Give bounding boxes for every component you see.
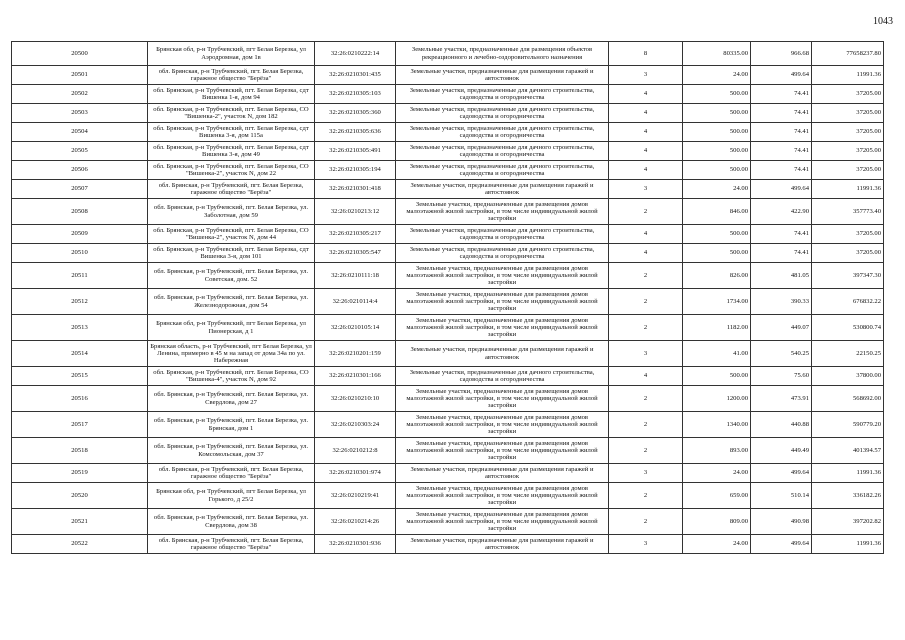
table-row <box>12 367 884 386</box>
land-use-cell: Земельные участки, предназначенные для размещения домов малоэтажной жилой застройки, в том числе индивидуальной жилой застройки <box>396 412 609 438</box>
address-cell: обл. Брянская, р-н Трубчевский, пгт. Белая Березка, ул. Свердлова, дом 38 <box>148 509 315 535</box>
cadastral-value-cell: 357773.40 <box>812 199 884 225</box>
row-number: 20506 <box>12 161 148 180</box>
cadastral-value-cell: 37205.00 <box>812 142 884 161</box>
specific-value-cell: 74.41 <box>751 225 812 244</box>
category-cell: 8 <box>609 42 683 66</box>
category-cell: 4 <box>609 85 683 104</box>
category-cell: 4 <box>609 104 683 123</box>
row-number: 20519 <box>12 464 148 483</box>
cadastral-value-cell: 397202.82 <box>812 509 884 535</box>
category-cell: 4 <box>609 367 683 386</box>
land-use-cell: Земельные участки, предназначенные для размещения домов малоэтажной жилой застройки, в том числе индивидуальной жилой застройки <box>396 315 609 341</box>
land-use-cell: Земельные участки, предназначенные для дачного строительства, садоводства и огородничества <box>396 142 609 161</box>
land-use-cell: Земельные участки, предназначенные для дачного строительства, садоводства и огородничества <box>396 225 609 244</box>
row-number: 20510 <box>12 244 148 263</box>
address-cell: обл. Брянская, р-н Трубчевский, пгт. Белая Березка, ул. Брянская, дом 1 <box>148 412 315 438</box>
category-cell: 4 <box>609 123 683 142</box>
address-cell: обл. Брянская, р-н Трубчевский, пгт. Белая Березка, сдт Вишенка 3-я, дом 115а <box>148 123 315 142</box>
specific-value-cell: 74.41 <box>751 85 812 104</box>
cadastral-number-cell: 32:26:0210303:24 <box>315 412 396 438</box>
area-cell: 659.00 <box>683 483 751 509</box>
cadastral-value-cell: 37205.00 <box>812 104 884 123</box>
specific-value-cell: 449.07 <box>751 315 812 341</box>
specific-value-cell: 499.64 <box>751 535 812 554</box>
area-cell: 826.00 <box>683 263 751 289</box>
cadastral-number-cell: 32:26:0210301:166 <box>315 367 396 386</box>
area-cell: 1734.00 <box>683 289 751 315</box>
address-cell: Брянская область, р-н Трубчевский, пгт Белая Березка, ул Ленина, примерно в 45 м на запад от дома 34а по ул. Набережная <box>148 341 315 367</box>
specific-value-cell: 499.64 <box>751 180 812 199</box>
row-number: 20520 <box>12 483 148 509</box>
cadastral-value-cell: 11991.36 <box>812 66 884 85</box>
specific-value-cell: 74.41 <box>751 104 812 123</box>
cadastral-number-cell: 32:26:0210222:14 <box>315 42 396 66</box>
row-number: 20516 <box>12 386 148 412</box>
table-row <box>12 225 884 244</box>
category-cell: 2 <box>609 509 683 535</box>
table-row <box>12 104 884 123</box>
cadastral-value-cell: 37800.00 <box>812 367 884 386</box>
land-use-cell: Земельные участки, предназначенные для размещения гаражей и автостоянок <box>396 180 609 199</box>
area-cell: 846.00 <box>683 199 751 225</box>
specific-value-cell: 390.33 <box>751 289 812 315</box>
cadastral-value-cell: 37205.00 <box>812 161 884 180</box>
cadastral-value-cell: 397347.30 <box>812 263 884 289</box>
cadastral-value-cell: 336182.26 <box>812 483 884 509</box>
row-number: 20503 <box>12 104 148 123</box>
land-use-cell: Земельные участки, предназначенные для дачного строительства, садоводства и огородничества <box>396 244 609 263</box>
cadastral-value-cell: 11991.36 <box>812 535 884 554</box>
specific-value-cell: 74.41 <box>751 161 812 180</box>
land-use-cell: Земельные участки, предназначенные для размещения объектов рекреационного и лечебно-оздоровительного назначения <box>396 42 609 66</box>
category-cell: 2 <box>609 263 683 289</box>
cadastral-value-cell: 37205.00 <box>812 85 884 104</box>
land-use-cell: Земельные участки, предназначенные для размещения домов малоэтажной жилой застройки, в том числе индивидуальной жилой застройки <box>396 438 609 464</box>
category-cell: 3 <box>609 66 683 85</box>
category-cell: 2 <box>609 289 683 315</box>
cadastral-number-cell: 32:26:0210305:194 <box>315 161 396 180</box>
category-cell: 3 <box>609 180 683 199</box>
table-row <box>12 341 884 367</box>
area-cell: 500.00 <box>683 142 751 161</box>
cadastral-value-cell: 11991.36 <box>812 180 884 199</box>
table-body <box>12 42 884 554</box>
area-cell: 500.00 <box>683 225 751 244</box>
table-row <box>12 386 884 412</box>
address-cell: обл. Брянская, р-н Трубчевский, пгт. Белая Березка, ул. Железнодорожная, дом 54 <box>148 289 315 315</box>
cadastral-number-cell: 32:26:0210301:936 <box>315 535 396 554</box>
land-use-cell: Земельные участки, предназначенные для размещения домов малоэтажной жилой застройки, в том числе индивидуальной жилой застройки <box>396 289 609 315</box>
table-row <box>12 438 884 464</box>
area-cell: 24.00 <box>683 464 751 483</box>
row-number: 20513 <box>12 315 148 341</box>
row-number: 20507 <box>12 180 148 199</box>
row-number: 20500 <box>12 42 148 66</box>
address-cell: обл. Брянская, р-н Трубчевский, пгт. Белая Березка, сдт Вишенка 1-я, дом 94 <box>148 85 315 104</box>
category-cell: 4 <box>609 244 683 263</box>
land-use-cell: Земельные участки, предназначенные для дачного строительства, садоводства и огородничества <box>396 161 609 180</box>
specific-value-cell: 510.14 <box>751 483 812 509</box>
cadastral-number-cell: 32:26:0210305:636 <box>315 123 396 142</box>
cadastral-number-cell: 32:26:0210214:26 <box>315 509 396 535</box>
table-row <box>12 464 884 483</box>
address-cell: обл. Брянская, р-н Трубчевский, пгт. Белая Березка, СО "Вишенка-2", участок N, дом 182 <box>148 104 315 123</box>
land-use-cell: Земельные участки, предназначенные для дачного строительства, садоводства и огородничества <box>396 367 609 386</box>
cadastral-number-cell: 32:26:0210213:12 <box>315 199 396 225</box>
cadastral-value-cell: 11991.36 <box>812 464 884 483</box>
table-row <box>12 263 884 289</box>
address-cell: обл. Брянская, р-н Трубчевский, пгт. Белая Березка, ул. Свердлова, дом 27 <box>148 386 315 412</box>
area-cell: 1182.00 <box>683 315 751 341</box>
specific-value-cell: 499.64 <box>751 464 812 483</box>
area-cell: 1340.00 <box>683 412 751 438</box>
category-cell: 4 <box>609 225 683 244</box>
cadastral-number-cell: 32:26:0210105:14 <box>315 315 396 341</box>
cadastral-value-cell: 530800.74 <box>812 315 884 341</box>
row-number: 20522 <box>12 535 148 554</box>
specific-value-cell: 440.88 <box>751 412 812 438</box>
cadastral-value-cell: 568692.00 <box>812 386 884 412</box>
category-cell: 2 <box>609 438 683 464</box>
address-cell: обл. Брянская, р-н Трубчевский, пгт. Белая Березка, гаражное общество "Берёза" <box>148 180 315 199</box>
cadastral-number-cell: 32:26:0210301:435 <box>315 66 396 85</box>
address-cell: обл. Брянская, р-н Трубчевский, пгт. Белая Березка, гаражное общество "Берёза" <box>148 535 315 554</box>
table-row <box>12 535 884 554</box>
cadastral-value-cell: 37205.00 <box>812 123 884 142</box>
specific-value-cell: 449.49 <box>751 438 812 464</box>
area-cell: 80335.00 <box>683 42 751 66</box>
category-cell: 3 <box>609 535 683 554</box>
table-row <box>12 412 884 438</box>
category-cell: 2 <box>609 412 683 438</box>
row-number: 20502 <box>12 85 148 104</box>
area-cell: 500.00 <box>683 104 751 123</box>
area-cell: 41.00 <box>683 341 751 367</box>
land-use-cell: Земельные участки, предназначенные для размещения гаражей и автостоянок <box>396 464 609 483</box>
row-number: 20509 <box>12 225 148 244</box>
address-cell: Брянская обл, р-н Трубчевский, пгт Белая Березка, ул Аэродромная, дом 1в <box>148 42 315 66</box>
area-cell: 24.00 <box>683 66 751 85</box>
table-row <box>12 244 884 263</box>
specific-value-cell: 481.05 <box>751 263 812 289</box>
specific-value-cell: 473.91 <box>751 386 812 412</box>
table-row <box>12 199 884 225</box>
category-cell: 2 <box>609 483 683 509</box>
row-number: 20512 <box>12 289 148 315</box>
address-cell: Брянская обл, р-н Трубчевский, пгт Белая Березка, ул Горького, д 25/2 <box>148 483 315 509</box>
land-use-cell: Земельные участки, предназначенные для размещения домов малоэтажной жилой застройки, в том числе индивидуальной жилой застройки <box>396 483 609 509</box>
row-number: 20511 <box>12 263 148 289</box>
table-row <box>12 85 884 104</box>
specific-value-cell: 422.90 <box>751 199 812 225</box>
specific-value-cell: 540.25 <box>751 341 812 367</box>
category-cell: 4 <box>609 161 683 180</box>
area-cell: 1200.00 <box>683 386 751 412</box>
row-number: 20505 <box>12 142 148 161</box>
row-number: 20508 <box>12 199 148 225</box>
cadastral-value-cell: 590779.20 <box>812 412 884 438</box>
specific-value-cell: 74.41 <box>751 142 812 161</box>
land-use-cell: Земельные участки, предназначенные для размещения домов малоэтажной жилой застройки, в том числе индивидуальной жилой застройки <box>396 509 609 535</box>
category-cell: 2 <box>609 386 683 412</box>
row-number: 20518 <box>12 438 148 464</box>
area-cell: 24.00 <box>683 535 751 554</box>
cadastral-number-cell: 32:26:0210305:217 <box>315 225 396 244</box>
specific-value-cell: 966.68 <box>751 42 812 66</box>
area-cell: 24.00 <box>683 180 751 199</box>
row-number: 20517 <box>12 412 148 438</box>
table-row <box>12 42 884 66</box>
address-cell: обл. Брянская, р-н Трубчевский, пгт. Белая Березка, СО "Вишенка-4", участок N, дом 92 <box>148 367 315 386</box>
table-row <box>12 123 884 142</box>
table-row <box>12 315 884 341</box>
page-number: 1043 <box>873 16 893 27</box>
cadastral-value-cell: 37205.00 <box>812 244 884 263</box>
row-number: 20515 <box>12 367 148 386</box>
address-cell: обл. Брянская, р-н Трубчевский, пгт. Белая Березка, ул. Комсомольская, дом 37 <box>148 438 315 464</box>
specific-value-cell: 490.98 <box>751 509 812 535</box>
cadastral-number-cell: 32:26:0210301:974 <box>315 464 396 483</box>
land-use-cell: Земельные участки, предназначенные для размещения гаражей и автостоянок <box>396 341 609 367</box>
row-number: 20501 <box>12 66 148 85</box>
land-use-cell: Земельные участки, предназначенные для размещения домов малоэтажной жилой застройки, в том числе индивидуальной жилой застройки <box>396 263 609 289</box>
cadastral-number-cell: 32:26:0210305:547 <box>315 244 396 263</box>
cadastral-value-cell: 22150.25 <box>812 341 884 367</box>
land-use-cell: Земельные участки, предназначенные для размещения домов малоэтажной жилой застройки, в том числе индивидуальной жилой застройки <box>396 199 609 225</box>
address-cell: обл. Брянская, р-н Трубчевский, пгт. Белая Березка, ул. Советская, дом. 52 <box>148 263 315 289</box>
table-row <box>12 483 884 509</box>
cadastral-value-cell: 401394.57 <box>812 438 884 464</box>
address-cell: Брянская обл, р-н Трубчевский, пгт Белая Березка, ул Пионерская, д 1 <box>148 315 315 341</box>
address-cell: обл. Брянская, р-н Трубчевский, пгт. Белая Березка, сдт Вишенка 3-я, дом 101 <box>148 244 315 263</box>
cadastral-number-cell: 32:26:0210212:8 <box>315 438 396 464</box>
cadastral-value-cell: 676832.22 <box>812 289 884 315</box>
cadastral-number-cell: 32:26:0210305:491 <box>315 142 396 161</box>
land-use-cell: Земельные участки, предназначенные для дачного строительства, садоводства и огородничества <box>396 85 609 104</box>
row-number: 20521 <box>12 509 148 535</box>
address-cell: обл. Брянская, р-н Трубчевский, пгт. Белая Березка, СО "Вишенка-2", участок N, дом 44 <box>148 225 315 244</box>
address-cell: обл. Брянская, р-н Трубчевский, пгт. Белая Березка, гаражное общество "Берёза" <box>148 66 315 85</box>
table-row <box>12 289 884 315</box>
area-cell: 809.00 <box>683 509 751 535</box>
area-cell: 893.00 <box>683 438 751 464</box>
cadastral-number-cell: 32:26:0210301:418 <box>315 180 396 199</box>
area-cell: 500.00 <box>683 123 751 142</box>
area-cell: 500.00 <box>683 244 751 263</box>
cadastral-value-table <box>11 41 884 554</box>
category-cell: 3 <box>609 464 683 483</box>
cadastral-number-cell: 32:26:0210111:18 <box>315 263 396 289</box>
cadastral-number-cell: 32:26:0210305:360 <box>315 104 396 123</box>
table-row <box>12 161 884 180</box>
specific-value-cell: 74.41 <box>751 123 812 142</box>
cadastral-number-cell: 32:26:0210114:4 <box>315 289 396 315</box>
row-number: 20514 <box>12 341 148 367</box>
row-number: 20504 <box>12 123 148 142</box>
address-cell: обл. Брянская, р-н Трубчевский, пгт. Белая Березка, гаражное общество "Берёза" <box>148 464 315 483</box>
category-cell: 2 <box>609 199 683 225</box>
address-cell: обл. Брянская, р-н Трубчевский, пгт. Белая Березка, ул. Заболотная, дом 59 <box>148 199 315 225</box>
land-use-cell: Земельные участки, предназначенные для размещения гаражей и автостоянок <box>396 535 609 554</box>
category-cell: 3 <box>609 341 683 367</box>
table-row <box>12 66 884 85</box>
cadastral-number-cell: 32:26:0210305:103 <box>315 85 396 104</box>
specific-value-cell: 499.64 <box>751 66 812 85</box>
specific-value-cell: 74.41 <box>751 244 812 263</box>
cadastral-value-cell: 37205.00 <box>812 225 884 244</box>
cadastral-number-cell: 32:26:0210210:10 <box>315 386 396 412</box>
area-cell: 500.00 <box>683 161 751 180</box>
cadastral-number-cell: 32:26:0210201:159 <box>315 341 396 367</box>
table-row <box>12 180 884 199</box>
land-use-cell: Земельные участки, предназначенные для размещения гаражей и автостоянок <box>396 66 609 85</box>
area-cell: 500.00 <box>683 367 751 386</box>
category-cell: 2 <box>609 315 683 341</box>
address-cell: обл. Брянская, р-н Трубчевский, пгт. Белая Березка, сдт Вишенка 3-я, дом 49 <box>148 142 315 161</box>
area-cell: 500.00 <box>683 85 751 104</box>
category-cell: 4 <box>609 142 683 161</box>
table-row <box>12 142 884 161</box>
address-cell: обл. Брянская, р-н Трубчевский, пгт. Белая Березка, СО "Вишенка-2", участок N, дом 22 <box>148 161 315 180</box>
cadastral-value-cell: 77658237.80 <box>812 42 884 66</box>
land-use-cell: Земельные участки, предназначенные для дачного строительства, садоводства и огородничества <box>396 123 609 142</box>
land-use-cell: Земельные участки, предназначенные для дачного строительства, садоводства и огородничества <box>396 104 609 123</box>
cadastral-number-cell: 32:26:0210219:41 <box>315 483 396 509</box>
table-row <box>12 509 884 535</box>
specific-value-cell: 75.60 <box>751 367 812 386</box>
land-use-cell: Земельные участки, предназначенные для размещения домов малоэтажной жилой застройки, в том числе индивидуальной жилой застройки <box>396 386 609 412</box>
